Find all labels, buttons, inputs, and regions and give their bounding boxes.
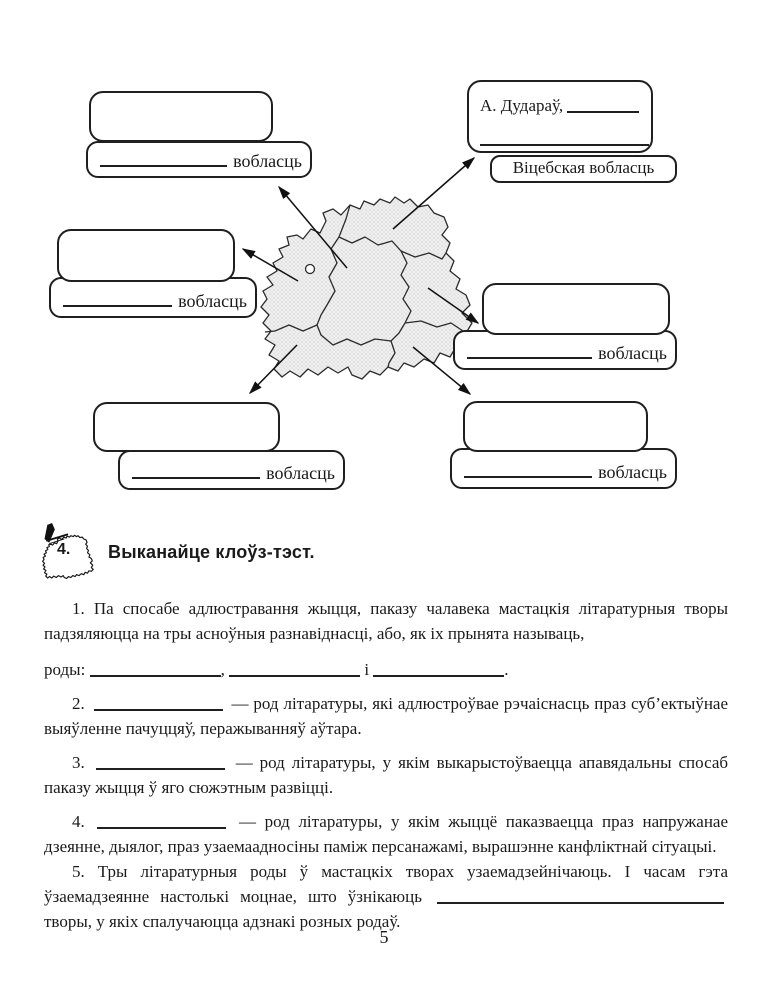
cloze-item-2 <box>44 691 728 741</box>
item2-text: — род літаратуры, які адлюстроўвае рэчаіснасць праз суб’ектыўнае выяўленне пачуццяў, перажыванняў аўтара. <box>44 694 729 738</box>
item1-text: 1. Па спосабе адлюстравання жыцця, паказу чалавека мастацкія літаратурныя творы падзяляюцца на тры асноўныя разнавіднасці, або, як іх прынята называць, <box>44 599 728 643</box>
genre-blank-3[interactable] <box>373 661 504 677</box>
callout-mid-right-answer-box[interactable] <box>482 283 670 335</box>
region-name-blank[interactable] <box>132 463 260 479</box>
cloze-item-3 <box>44 750 728 800</box>
second-line-blank[interactable] <box>480 144 649 146</box>
region-word: воблаcць <box>266 463 335 483</box>
item4-answer-blank[interactable] <box>97 813 226 829</box>
belarus-map-outline <box>261 197 474 379</box>
item2-number: 2. <box>72 694 85 713</box>
author-line <box>480 96 643 116</box>
item2-answer-blank[interactable] <box>94 695 223 711</box>
author-name: А. Дудараў, <box>480 96 564 115</box>
callout-mid-right-region-label <box>453 330 677 370</box>
callout-bottom-right-region-label <box>450 448 677 489</box>
callout-top-left-answer-box[interactable] <box>89 91 273 142</box>
region-name-blank[interactable] <box>100 151 227 167</box>
cloze-item-4 <box>44 809 728 859</box>
callout-mid-left-answer-box[interactable] <box>57 229 235 282</box>
cloze-test <box>0 594 768 934</box>
callout-top-right-region-label <box>490 155 677 183</box>
region-name-blank[interactable] <box>63 291 172 307</box>
item3-number: 3. <box>72 753 85 772</box>
period: . <box>504 660 509 679</box>
item4-number: 4. <box>72 812 85 831</box>
callout-bottom-left-answer-box[interactable] <box>93 402 280 452</box>
genre-blank-2[interactable] <box>229 661 360 677</box>
item5-text-after: творы, у якіх спалучаюцца адзнакі розных родаў. <box>44 912 401 931</box>
item5-answer-blank[interactable] <box>437 888 724 904</box>
and-word: і <box>364 660 370 679</box>
region-word: воблаcць <box>598 343 667 363</box>
cloze-item-1-blanks-line <box>44 657 728 682</box>
callout-bottom-right-answer-box[interactable] <box>463 401 648 452</box>
item3-text: — род літаратуры, у якім выкарыстоўваецца апавядальны спосаб паказу жыцця ў яго сюжэтным развіцці. <box>44 753 729 797</box>
region-name-blank[interactable] <box>464 462 592 478</box>
task-number: 4. <box>57 541 71 558</box>
region-word: воблаcць <box>178 291 247 311</box>
work-title-blank[interactable] <box>567 97 639 113</box>
region-word: воблаcць <box>598 462 667 482</box>
item5-text-before: 5. Тры літаратурныя роды ў мастацкіх творах узаемадзейнічаюць. І часам гэта ўзаемадзеянне настолькі моцнае, што ўзнікаюць <box>44 862 728 906</box>
region-name-blank[interactable] <box>467 343 592 359</box>
callout-top-left-region-label <box>86 141 312 178</box>
region-word: Віцебская воблаcць <box>512 158 655 177</box>
separator: , <box>220 660 225 679</box>
map-marker-circle <box>306 265 315 274</box>
task-header <box>0 520 768 594</box>
callout-bottom-left-region-label <box>118 450 345 490</box>
callout-top-right-answer-box[interactable] <box>467 80 653 153</box>
item3-answer-blank[interactable] <box>96 754 225 770</box>
genre-blank-1[interactable] <box>90 661 221 677</box>
cloze-item-5 <box>44 859 728 934</box>
cloze-item-1 <box>44 596 728 646</box>
page-number: 5 <box>379 927 389 947</box>
task-title: Выканайце клоўз-тэст. <box>108 542 315 562</box>
item4-text: — род літаратуры, у якім жыццё паказваецца праз напружанае дзеянне, дыялог, праз узаемаадносіны паміж персанажамі, вырашэнне канфліктнай сітуацыі. <box>44 812 729 856</box>
region-word: воблаcць <box>233 151 302 171</box>
callout-mid-left-region-label <box>49 277 257 318</box>
rody-label: роды: <box>44 660 86 679</box>
